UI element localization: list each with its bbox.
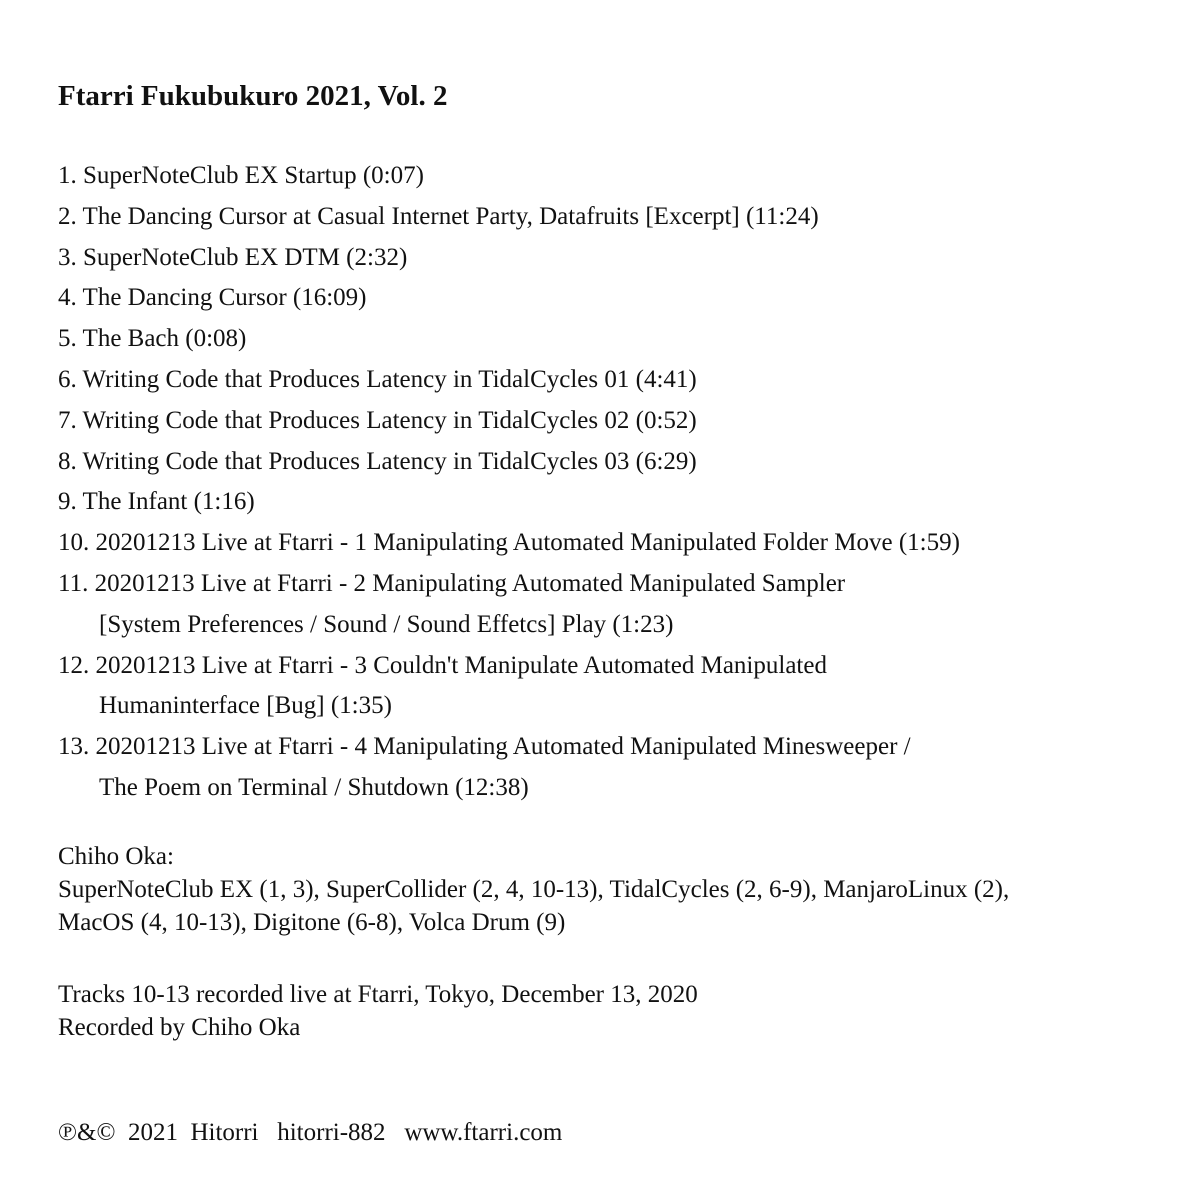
track-list <box>58 156 960 809</box>
track-item <box>58 401 960 442</box>
credits-instruments-line-2: MacOS (4, 10-13), Digitone (6-8), Volca Drum (9) <box>58 909 566 936</box>
catalog-number: hitorri-882 <box>277 1119 386 1146</box>
track-title: 10. 20201213 Live at Ftarri - 1 Manipulating Automated Manipulated Folder Move (1:59) <box>58 529 960 557</box>
credits-block <box>58 840 1009 939</box>
label-name: Hitorri <box>190 1119 259 1146</box>
copyright-year: 2021 <box>127 1119 178 1146</box>
track-title: 1. SuperNoteClub EX Startup (0:07) <box>58 162 424 189</box>
track-title: 7. Writing Code that Produces Latency in TidalCycles 02 (0:52) <box>58 406 697 434</box>
track-item <box>58 442 960 483</box>
track-title-continuation: [System Preferences / Sound / Sound Effetcs] Play (1:23) <box>99 610 674 638</box>
track-item <box>58 482 960 523</box>
track-title: 4. The Dancing Cursor (16:09) <box>58 284 367 312</box>
credits-artist: Chiho Oka: <box>58 843 174 870</box>
track-title: 11. 20201213 Live at Ftarri - 2 Manipulating Automated Manipulated Sampler <box>58 569 846 597</box>
footer <box>58 1116 562 1149</box>
track-title: 8. Writing Code that Produces Latency in TidalCycles 03 (6:29) <box>58 447 697 475</box>
website: www.ftarri.com <box>404 1119 563 1146</box>
track-title: 9. The Infant (1:16) <box>58 488 255 516</box>
copyright-symbol: ℗&© <box>58 1119 116 1146</box>
credits-instruments-line-1: SuperNoteClub EX (1, 3), SuperCollider (2, 4, 10-13), TidalCycles (2, 6-9), ManjaroLinux (2), <box>58 876 1010 903</box>
recording-location: Tracks 10-13 recorded live at Ftarri, Tokyo, December 13, 2020 <box>58 981 698 1008</box>
track-item <box>58 319 960 360</box>
track-title-continuation: Humaninterface [Bug] (1:35) <box>99 692 392 720</box>
track-title: 5. The Bach (0:08) <box>58 325 247 353</box>
track-item <box>58 523 960 564</box>
track-item <box>58 197 960 238</box>
track-title: 3. SuperNoteClub EX DTM (2:32) <box>58 243 408 271</box>
track-item <box>58 360 960 401</box>
track-title: 13. 20201213 Live at Ftarri - 4 Manipulating Automated Manipulated Minesweeper / <box>58 733 911 761</box>
recording-info <box>58 978 698 1044</box>
track-item <box>58 564 960 646</box>
track-title: 2. The Dancing Cursor at Casual Internet Party, Datafruits [Excerpt] (11:24) <box>58 202 819 230</box>
track-item <box>58 238 960 279</box>
track-item <box>58 727 960 809</box>
track-item <box>58 156 960 197</box>
track-title: 12. 20201213 Live at Ftarri - 3 Couldn't Manipulate Automated Manipulated <box>58 651 827 679</box>
track-item <box>58 278 960 319</box>
track-title: 6. Writing Code that Produces Latency in TidalCycles 01 (4:41) <box>58 365 697 393</box>
track-title-continuation: The Poem on Terminal / Shutdown (12:38) <box>99 773 529 801</box>
track-item <box>58 646 960 728</box>
recording-engineer: Recorded by Chiho Oka <box>58 1014 301 1041</box>
album-title: Ftarri Fukubukuro 2021, Vol. 2 <box>58 80 448 112</box>
